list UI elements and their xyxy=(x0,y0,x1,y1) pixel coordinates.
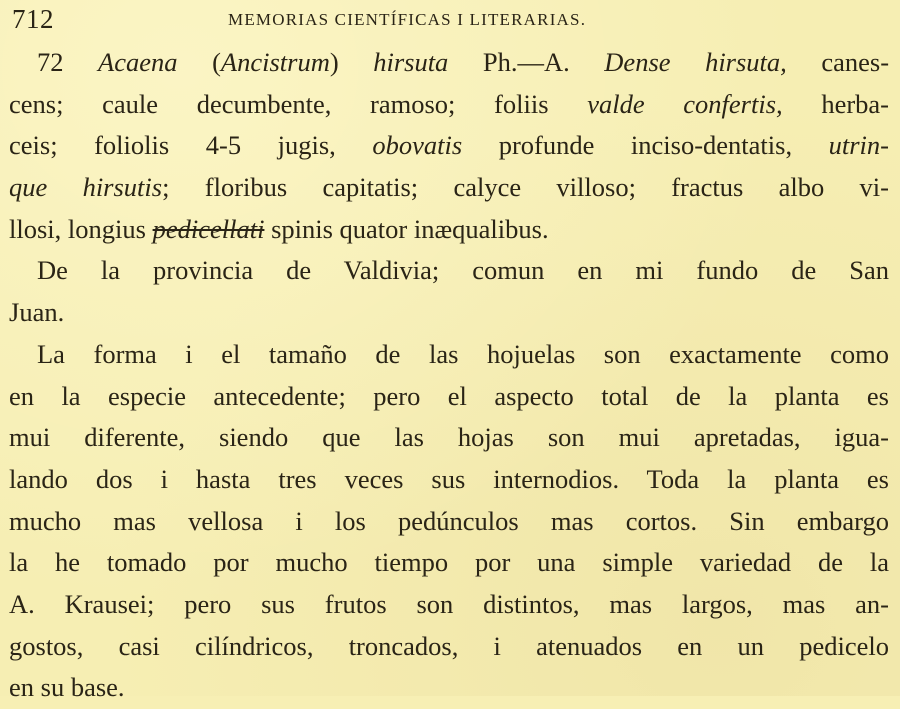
locality-line-1: De la provincia de Valdivia; comun en mi fundo de San xyxy=(37,255,889,286)
locality-paragraph xyxy=(9,250,889,333)
entry-line-5: llosi, longius pedicellati spinis quator inæqualibus. xyxy=(9,213,549,244)
page-number: 712 xyxy=(12,4,54,34)
entry-line-3: ceis; foliolis 4-5 jugis, obovatis profunde inciso-dentatis, utrin- xyxy=(9,130,889,161)
description-line: mui diferente, siendo que las hojas son mui apretadas, igua- xyxy=(9,422,889,453)
description-line: en su base. xyxy=(9,672,125,703)
struck-word: pedicellati xyxy=(152,213,265,244)
description-line: La forma i el tamaño de las hojuelas son exactamente como xyxy=(37,338,889,369)
species-number: 72 xyxy=(37,47,64,77)
description-line: mucho mas vellosa i los pedúnculos mas cortos. Sin embargo xyxy=(9,505,889,536)
description-line: A. Krausei; pero sus frutos son distintos, mas largos, mas an- xyxy=(9,588,889,619)
running-head: MEMORIAS CIENTÍFICAS I LITERARIAS. xyxy=(228,10,587,29)
author-abbrev: Ph.—A. xyxy=(482,47,570,77)
description-line: gostos, casi cilíndricos, troncados, i atenuados en un pedicelo xyxy=(9,630,889,661)
entry-line-4: que hirsutis; floribus capitatis; calyce villoso; fractus albo vi- xyxy=(9,172,889,203)
diagnosis-start: Dense hirsuta, xyxy=(604,47,787,77)
description-line: la he tomado por mucho tiempo por una simple variedad de la xyxy=(9,547,889,578)
locality-line-2: Juan. xyxy=(9,297,65,328)
subgenus-name: (Ancistrum) xyxy=(212,47,339,77)
page-header xyxy=(12,4,882,32)
description-line: en la especie antecedente; pero el aspecto total de la planta es xyxy=(9,380,889,411)
entry-line-1 xyxy=(9,42,889,84)
entry-line-2: cens; caule decumbente, ramoso; foliis valde confertis, herba- xyxy=(9,88,889,119)
description-line: lando dos i hasta tres veces sus internodios. Toda la planta es xyxy=(9,463,889,494)
species-epithet: hirsuta xyxy=(373,47,449,77)
diagnosis-tail: canes- xyxy=(821,47,890,77)
species-entry xyxy=(9,42,889,250)
genus-name: Acaena xyxy=(98,47,178,77)
page-body xyxy=(9,42,889,709)
description-paragraph xyxy=(9,334,889,709)
